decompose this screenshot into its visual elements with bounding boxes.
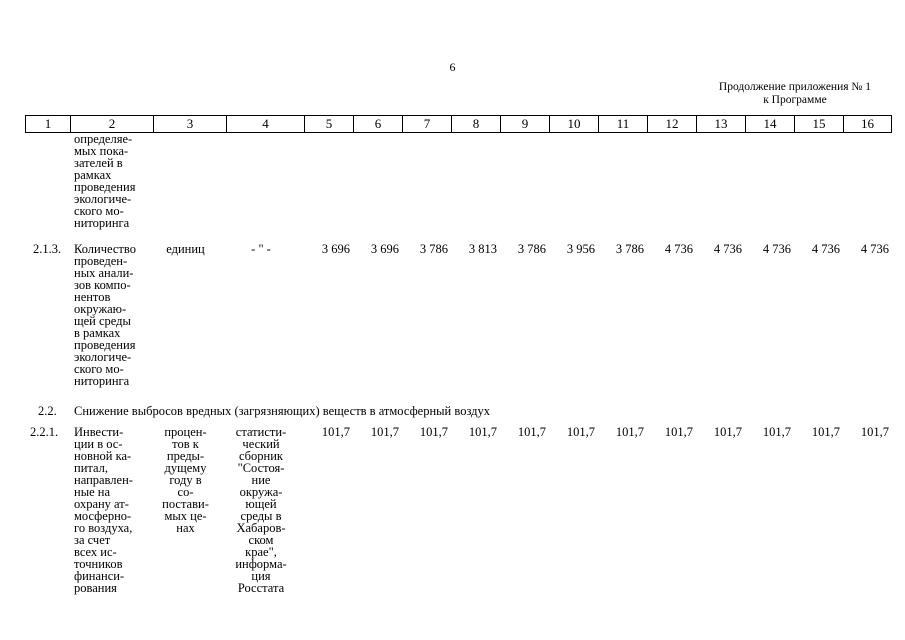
column-header-1: 1	[26, 116, 71, 133]
row-2-2-title: Снижение выбросов вредных (загрязняющих) веществ в атмосферный воздух	[74, 404, 491, 418]
row-2-2-1-value-col-9: 101,7	[517, 425, 546, 439]
column-header-14: 14	[746, 116, 795, 133]
row-2-2-1-value-col-10: 101,7	[566, 425, 595, 439]
row-2-2-1-value-col-15: 101,7	[811, 425, 840, 439]
row-2-1-3-value-col-14: 4 736	[762, 242, 791, 256]
continuation-line-1: Продолжение приложения № 1	[718, 81, 871, 93]
column-header-4: 4	[227, 116, 305, 133]
row-2-2-1-value-col-7: 101,7	[419, 425, 448, 439]
row-2-2-number: 2.2.	[38, 404, 57, 418]
column-header-10: 10	[550, 116, 599, 133]
row-2-1-3-value-col-12: 4 736	[664, 242, 693, 256]
row-2-1-3-value-col-15: 4 736	[811, 242, 840, 256]
column-header-13: 13	[697, 116, 746, 133]
row-2-1-3-value-col-9: 3 786	[517, 242, 546, 256]
row-2-1-3-value-col-8: 3 813	[468, 242, 497, 256]
row-2-2-1-value-col-6: 101,7	[370, 425, 399, 439]
column-header-6: 6	[354, 116, 403, 133]
column-header-2: 2	[71, 116, 154, 133]
column-header-16: 16	[844, 116, 892, 133]
row-2-1-3-number: 2.1.3.	[33, 242, 62, 256]
row-2-1-3-unit: единиц	[166, 242, 205, 256]
row-2-2-1-value-col-13: 101,7	[713, 425, 742, 439]
row-2-2-1-value-col-16: 101,7	[860, 425, 889, 439]
row-2-1-3-value-col-10: 3 956	[566, 242, 595, 256]
carryover-indicator-name: определяе- мых пока- зателей в рамках проведения экологиче- ского мо- ниторинга	[74, 132, 136, 230]
row-2-2-1-source: статисти- ческий сборник "Состоя- ние окружа- ющей среды в Хабаров- ском крае", информа- ция Росстата	[235, 425, 287, 595]
row-2-2-1-value-col-5: 101,7	[321, 425, 350, 439]
row-2-1-3-value-col-6: 3 696	[370, 242, 399, 256]
row-2-1-3-value-col-7: 3 786	[419, 242, 448, 256]
column-header-7: 7	[403, 116, 452, 133]
row-2-2-1-unit: процен- тов к преды- дущему году в со- постави- мых це- нах	[162, 425, 209, 535]
column-header-8: 8	[452, 116, 501, 133]
row-2-2-1-value-col-14: 101,7	[762, 425, 791, 439]
row-2-2-1-value-col-12: 101,7	[664, 425, 693, 439]
column-header-5: 5	[305, 116, 354, 133]
row-2-2-1-value-col-8: 101,7	[468, 425, 497, 439]
row-2-1-3-value-col-13: 4 736	[713, 242, 742, 256]
row-2-2-1-name: Инвести- ции в ос- новной ка- питал, направлен- ные на охрану ат- мосферно- го воздуха, за счет всех ис- точников финанси- рования	[74, 425, 133, 595]
row-2-1-3-value-col-5: 3 696	[321, 242, 350, 256]
column-header-9: 9	[501, 116, 550, 133]
row-2-1-3-value-col-16: 4 736	[860, 242, 889, 256]
column-header-3: 3	[154, 116, 227, 133]
row-2-1-3-value-col-11: 3 786	[615, 242, 644, 256]
continuation-line-2: к Программе	[763, 94, 827, 106]
page-number: 6	[449, 60, 456, 74]
row-2-1-3-name: Количество проведен- ных анали- зов компо- нентов окружаю- щей среды в рамках проведения экологиче- ского мо- ниторинга	[74, 242, 136, 388]
column-header-15: 15	[795, 116, 844, 133]
row-2-2-1-number: 2.2.1.	[30, 425, 59, 439]
row-2-2-1-value-col-11: 101,7	[615, 425, 644, 439]
column-header-11: 11	[599, 116, 648, 133]
column-header-12: 12	[648, 116, 697, 133]
row-2-1-3-source: - " -	[251, 242, 271, 256]
